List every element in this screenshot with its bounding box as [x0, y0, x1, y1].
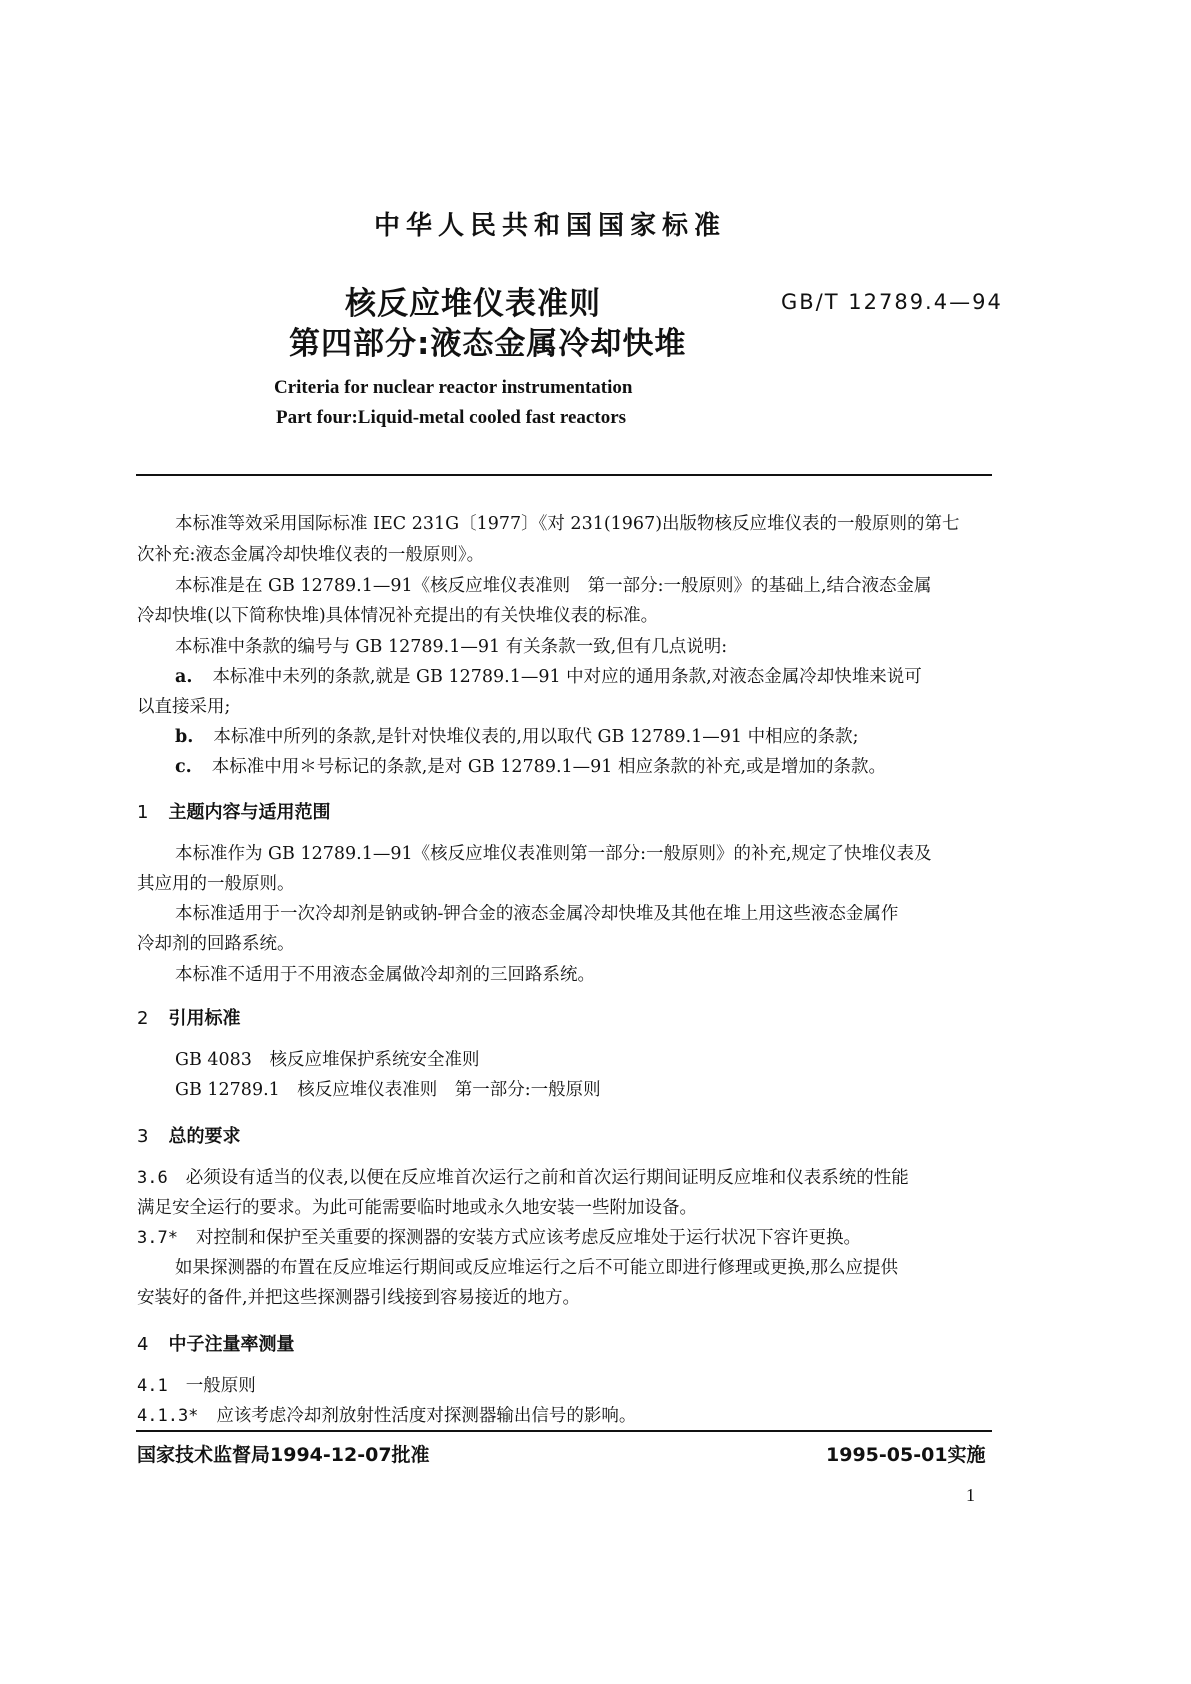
section-2-title: 引用标准 — [168, 1008, 241, 1029]
section-1-p3: 本标准不适用于不用液态金属做冷却剂的三回路系统。 — [175, 965, 595, 985]
clause-3-7-p2-line2: 安装好的备件,并把这些探测器引线接到容易接近的地方。 — [137, 1288, 581, 1308]
section-1-heading — [137, 798, 330, 824]
approval-date: 国家技术监督局1994-12-07批准 — [137, 1444, 430, 1466]
header-divider — [136, 474, 992, 476]
list-item-c — [175, 753, 886, 778]
clause-3-6-number: 3.6 — [137, 1168, 168, 1188]
clause-4-1-3-text: 应该考虑冷却剂放射性活度对探测器输出信号的影响。 — [216, 1406, 637, 1426]
section-1-p2-line1: 本标准适用于一次冷却剂是钠或钠-钾合金的液态金属冷却快堆及其他在堆上用这些液态金属作 — [175, 904, 899, 924]
clause-3-7-number: 3.7* — [137, 1228, 178, 1248]
section-1-p1-line2: 其应用的一般原则。 — [137, 874, 295, 894]
section-1-p2-line2: 冷却剂的回路系统。 — [137, 934, 295, 954]
title-cn-line2: 第四部分:液态金属冷却快堆 — [289, 326, 687, 362]
reference-gb4083: GB 4083 核反应堆保护系统安全准则 — [175, 1050, 480, 1070]
section-1-p1-line1: 本标准作为 GB 12789.1—91《核反应堆仪表准则第一部分:一般原则》的补充,规定了快堆仪表及 — [175, 844, 932, 864]
clause-3-7-text: 对控制和保护至关重要的探测器的安装方式应该考虑反应堆处于运行状况下容许更换。 — [195, 1228, 861, 1248]
section-4-title: 中子注量率测量 — [168, 1334, 295, 1355]
section-1-number: 1 — [137, 802, 149, 823]
section-4-heading — [137, 1330, 294, 1356]
list-item-a-line2: 以直接采用; — [137, 697, 231, 717]
clause-4-1-text: 一般原则 — [185, 1376, 256, 1396]
preface-p1-line2: 次补充:液态金属冷却快堆仪表的一般原则》。 — [137, 545, 485, 565]
section-2-number: 2 — [137, 1008, 149, 1029]
section-3-number: 3 — [137, 1126, 149, 1147]
title-cn-line1: 核反应堆仪表准则 — [345, 286, 601, 322]
page-number: 1 — [966, 1485, 975, 1505]
clause-3-6 — [137, 1164, 909, 1189]
section-3-heading — [137, 1122, 240, 1148]
list-item-b — [175, 723, 859, 748]
section-1-title: 主题内容与适用范围 — [168, 802, 331, 823]
list-item-b-letter: b. — [175, 727, 194, 747]
clause-4-1-number: 4.1 — [137, 1376, 168, 1396]
title-en-line2: Part four:Liquid-metal cooled fast reactors — [276, 407, 627, 428]
clause-3-7-p2-line1: 如果探测器的布置在反应堆运行期间或反应堆运行之后不可能立即进行修理或更换,那么应提供 — [175, 1258, 899, 1278]
implementation-date: 1995-05-01实施 — [826, 1444, 986, 1466]
section-3-title: 总的要求 — [168, 1126, 241, 1147]
clause-3-7 — [137, 1224, 861, 1249]
clause-3-6-text: 必须设有适当的仪表,以便在反应堆首次运行之前和首次运行期间证明反应堆和仪表系统的性能 — [185, 1168, 909, 1188]
list-item-a-letter: a. — [175, 667, 193, 687]
section-4-number: 4 — [137, 1334, 149, 1355]
list-item-b-text: 本标准中所列的条款,是针对快堆仪表的,用以取代 GB 12789.1—91 中相应的条款; — [213, 727, 859, 747]
preface-p1-line1: 本标准等效采用国际标准 IEC 231G〔1977〕《对 231(1967)出版物核反应堆仪表的一般原则的第七 — [175, 514, 960, 534]
clause-4-1-3-number: 4.1.3* — [137, 1406, 199, 1426]
clause-4-1-3 — [137, 1402, 636, 1427]
standard-number: GB/T 12789.4—94 — [781, 290, 1003, 314]
preface-p3: 本标准中条款的编号与 GB 12789.1—91 有关条款一致,但有几点说明: — [175, 637, 728, 657]
national-standard-heading: 中华人民共和国国家标准 — [373, 211, 726, 241]
list-item-c-text: 本标准中用＊号标记的条款,是对 GB 12789.1—91 相应条款的补充,或是增加的条款。 — [211, 757, 887, 777]
footer-divider — [136, 1430, 992, 1432]
clause-3-6-line2: 满足安全运行的要求。为此可能需要临时地或永久地安装一些附加设备。 — [137, 1198, 697, 1218]
reference-gb12789-1: GB 12789.1 核反应堆仪表准则 第一部分:一般原则 — [175, 1080, 601, 1100]
list-item-a-text: 本标准中未列的条款,就是 GB 12789.1—91 中对应的通用条款,对液态金属冷却快堆来说可 — [212, 667, 922, 687]
preface-p2-line2: 冷却快堆(以下简称快堆)具体情况补充提出的有关快堆仪表的标准。 — [137, 606, 659, 626]
section-2-heading — [137, 1004, 240, 1030]
preface-p2-line1: 本标准是在 GB 12789.1—91《核反应堆仪表准则 第一部分:一般原则》的基础上,结合液态金属 — [175, 576, 932, 596]
list-item-a — [175, 663, 922, 688]
title-en-line1: Criteria for nuclear reactor instrumentation — [274, 377, 633, 398]
list-item-c-letter: c. — [175, 757, 192, 777]
clause-4-1 — [137, 1372, 256, 1397]
